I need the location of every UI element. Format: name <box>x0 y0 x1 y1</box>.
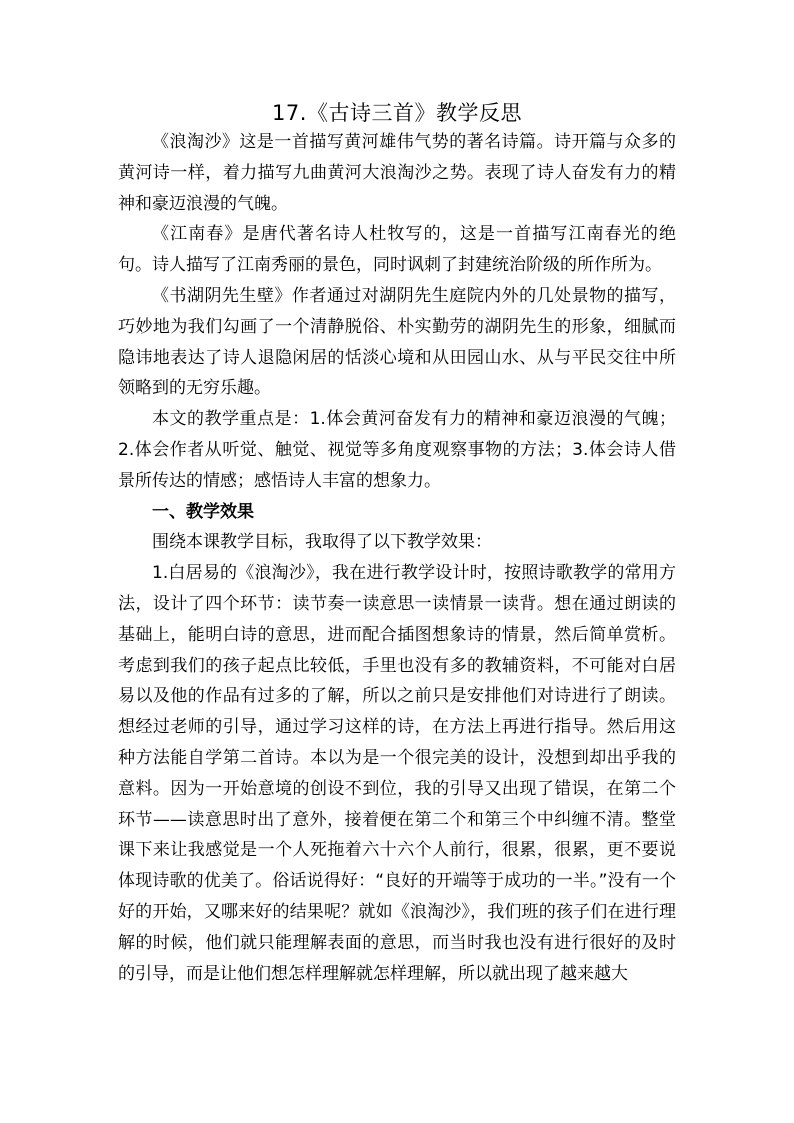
section-heading-teaching-effect: 一、教学效果 <box>152 501 254 522</box>
paragraph-teaching-focus: 本文的教学重点是：1.体会黄河奋发有力的精神和豪迈浪漫的气魄；2.体会作者从听觉、触觉、视觉等多角度观察事物的方法；3.体会诗人借景所传达的情感；感悟诗人丰富的想象力。 <box>118 409 676 491</box>
paragraph-effect-intro: 围绕本课教学目标，我取得了以下教学效果： <box>152 532 492 553</box>
paragraph-jiangnanchun-intro: 《江南春》是唐代著名诗人杜牧写的，这是一首描写江南春光的绝句。诗人描写了江南秀丽的景色，同时讽刺了封建统治阶级的所作所为。 <box>118 224 676 276</box>
paragraph-langtaosha-intro: 《浪淘沙》这是一首描写黄河雄伟气势的著名诗篇。诗开篇与众多的黄河诗一样，着力描写九曲黄河大浪淘沙之势。表现了诗人奋发有力的精神和豪迈浪漫的气魄。 <box>118 132 676 214</box>
document-body <box>118 127 676 989</box>
paragraph-huyin-intro: 《书湖阴先生壁》作者通过对湖阴先生庭院内外的几处景物的描写，巧妙地为我们勾画了一个清静脱俗、朴实勤劳的湖阴先生的形象，细腻而隐讳地表达了诗人退隐闲居的恬淡心境和从田园山水、从与平民交往中所领略到的无穷乐趣。 <box>118 285 676 399</box>
paragraph-effect-detail: 1.白居易的《浪淘沙》，我在进行教学设计时，按照诗歌教学的常用方法，设计了四个环节：读节奏一读意思一读情景一读背。想在通过朗读的基础上，能明白诗的意思，进而配合插图想象诗的情景，然后简单赏析。考虑到我们的孩子起点比较低，手里也没有多的教辅资料，不可能对白居易以及他的作品有过多的了解，所以之前只是安排他们对诗进行了朗读。想经过老师的引导，通过学习这样的诗，在方法上再进行指导。然后用这种方法能自学第二首诗。本以为是一个很完美的设计，没想到却出乎我的意料。因为一开始意境的创设不到位，我的引导又出现了错误，在第二个环节——读意思时出了意外，接着便在第二个和第三个中纠缠不清。整堂课下来让我感觉是一个人死拖着六十六个人前行，很累，很累，更不要说体现诗歌的优美了。俗话说得好：“良好的开端等于成功的一半。”没有一个好的开始，又哪来好的结果呢？就如《浪淘沙》，我们班的孩子们在进行理解的时候，他们就只能理解表面的意思，而当时我也没有进行很好的及时的引导，而是让他们想怎样理解就怎样理解，所以就出现了越来越大 <box>118 563 676 984</box>
document-title: 17.《古诗三首》教学反思 <box>272 101 522 125</box>
